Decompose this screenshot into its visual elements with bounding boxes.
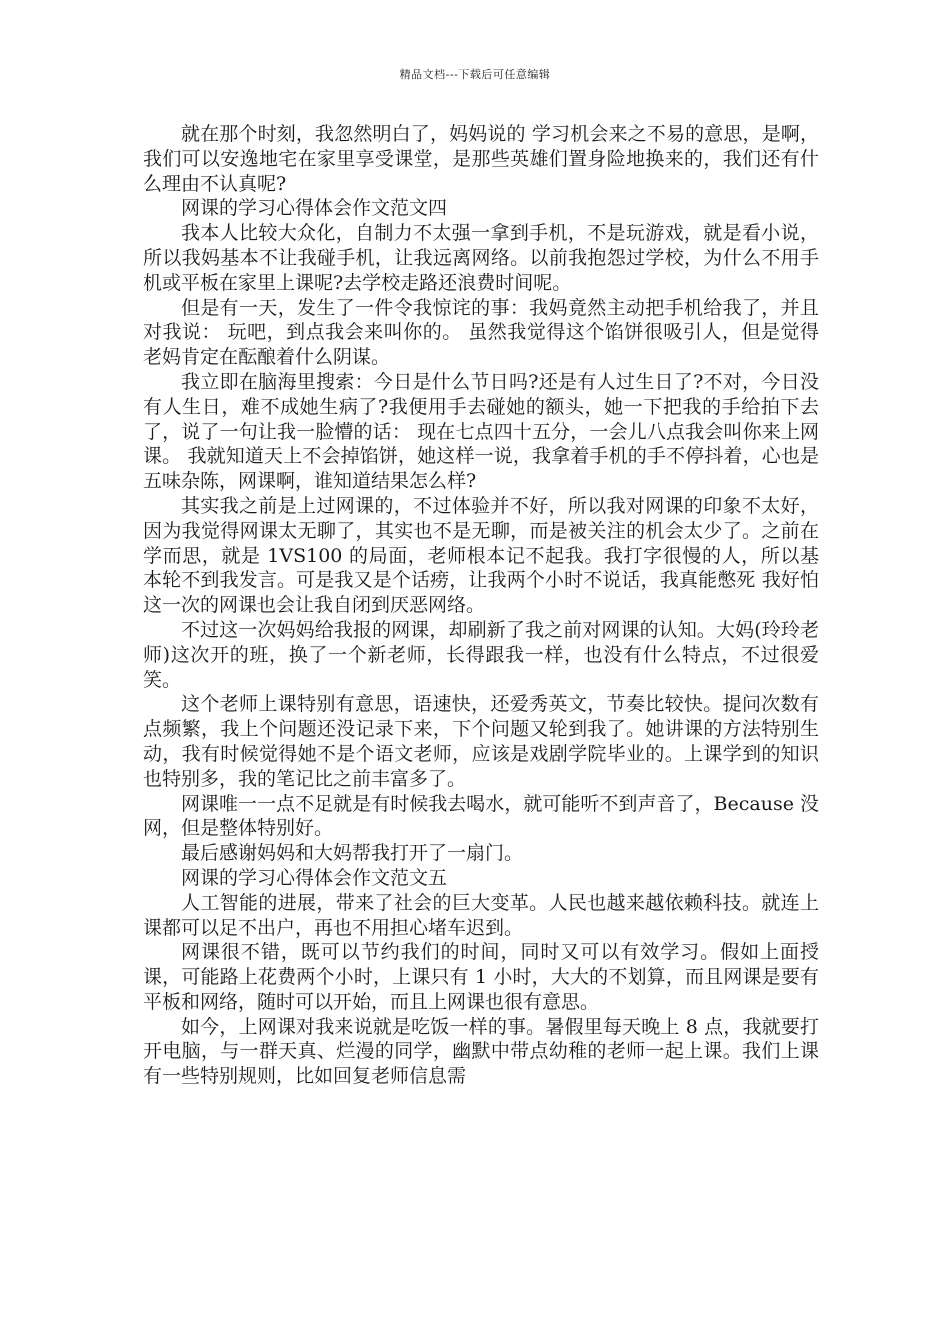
page-header: 精品文档---下载后可任意编辑 (399, 68, 551, 81)
paragraph: 最后感谢妈妈和大妈帮我打开了一扇门。 (181, 842, 524, 865)
paragraph: 这个老师上课特别有意思，语速快，还爱秀英文，节奏比较快。提问次数有点频繁，我上个问题还没记录下来，下个问题又轮到我了。她讲课的方法特别生动，我有时候觉得她不是个语文老师，应该是戏剧学院毕业的。上课学到的知识也特别多，我的笔记比之前丰富多了。 (143, 693, 819, 790)
paragraph: 我本人比较大众化，自制力不太强一拿到手机，不是玩游戏，就是看小说，所以我妈基本不让我碰手机，让我远离网络。以前我抱怨过学校，为什么不用手机或平板在家里上课呢?去学校走路还浪费时间呢。 (143, 222, 819, 294)
paragraph: 网课很不错，既可以节约我们的时间，同时又可以有效学习。假如上面授课，可能路上花费两个小时，上课只有 1 小时，大大的不划算，而且网课是要有平板和网络，随时可以开始，而且上网课也很有意思。 (143, 941, 819, 1013)
paragraph: 网课唯一一点不足就是有时候我去喝水，就可能听不到声音了，Because 没网，但是整体特别好。 (143, 792, 819, 840)
section-heading: 网课的学习心得体会作文范文四 (181, 197, 448, 220)
document-body (143, 122, 819, 1089)
section-heading: 网课的学习心得体会作文范文五 (181, 866, 448, 889)
paragraph: 但是有一天，发生了一件令我惊诧的事：我妈竟然主动把手机给我了，并且对我说： 玩吧，到点我会来叫你的。 虽然我觉得这个馅饼很吸引人，但是觉得老妈肯定在酝酿着什么阴谋。 (143, 296, 819, 369)
paragraph: 不过这一次妈妈给我报的网课，却刷新了我之前对网课的认知。大妈(玲玲老师)这次开的班，换了一个新老师，长得跟我一样，也没有什么特点，不过很爱笑。 (143, 618, 819, 691)
paragraph: 就在那个时刻，我忽然明白了，妈妈说的 学习机会来之不易的意思，是啊，我们可以安逸地宅在家里享受课堂，是那些英雄们置身险地换来的，我们还有什么理由不认真呢? (143, 123, 819, 195)
paragraph: 我立即在脑海里搜索：今日是什么节日吗?还是有人过生日了?不对，今日没有人生日，难不成她生病了?我便用手去碰她的额头，她一下把我的手给拍下去了，说了一句让我一脸懵的话： 现在七点四十五分，一会儿八点我会叫你来上网课。 我就知道天上不会掉馅饼，她这样一说，我拿着手机的手不停抖着，心也是五味杂陈，网课啊，谁知道结果怎么样? (143, 370, 819, 493)
paragraph: 其实我之前是上过网课的，不过体验并不好，所以我对网课的印象不太好，因为我觉得网课太无聊了，其实也不是无聊，而是被关注的机会太少了。之前在学而思，就是 1VS100 的局面，老师根本记不起我。我打字很慢的人，所以基本轮不到我发言。可是我又是个话痨，让我两个小时不说话，我真能憋死 我好怕这一次的网课也会让我自闭到厌恶网络。 (143, 494, 819, 617)
paragraph: 人工智能的进展，带来了社会的巨大变革。人民也越来越依赖科技。就连上课都可以足不出户，再也不用担心堵车迟到。 (143, 891, 819, 939)
paragraph: 如今，上网课对我来说就是吃饭一样的事。暑假里每天晚上 8 点，我就要打开电脑，与一群天真、烂漫的同学，幽默中带点幼稚的老师一起上课。我们上课有一些特别规则，比如回复老师信息需 (143, 1015, 819, 1088)
